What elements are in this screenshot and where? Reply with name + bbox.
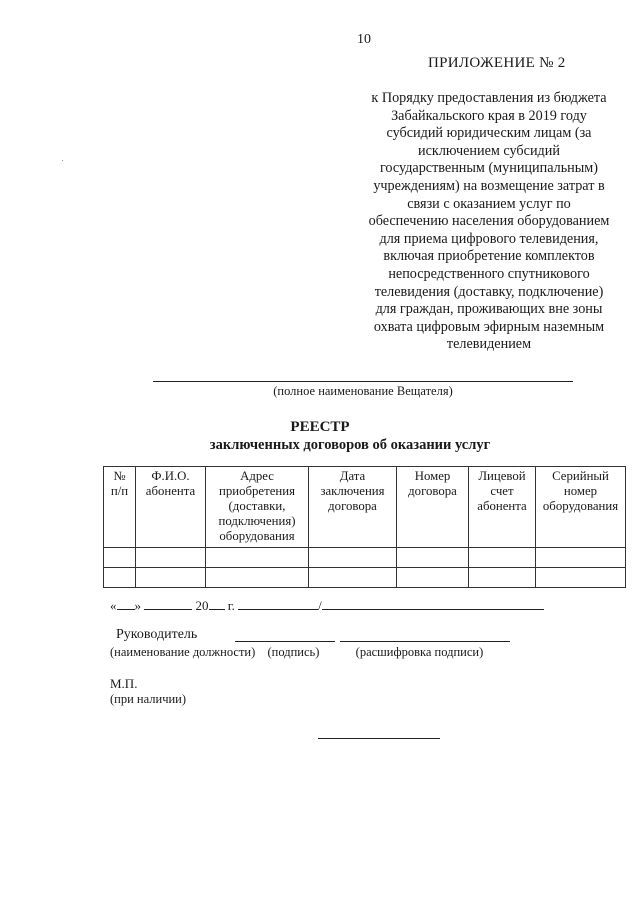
appendix-line: охвата цифровым эфирным наземным [373, 318, 605, 335]
header-cell-purchase-address [206, 467, 309, 548]
header-text: Серийный [552, 469, 609, 483]
month-blank[interactable] [144, 597, 192, 610]
stamp-label: М.П. [110, 676, 138, 691]
registry-title: РЕЕСТР [290, 419, 350, 435]
header-text: оборудования [219, 529, 295, 543]
appendix-line: субсидий юридическим лицам (за [386, 125, 592, 142]
broadcaster-name-line[interactable] [153, 381, 573, 382]
table-cell[interactable] [136, 548, 206, 568]
table-cell[interactable] [536, 568, 626, 588]
header-cell-serial-number [536, 467, 626, 548]
appendix-title: ПРИЛОЖЕНИЕ № 2 [428, 55, 566, 71]
header-text: Адрес [240, 469, 274, 483]
quote-open: « [110, 598, 117, 613]
broadcaster-caption: (полное наименование Вещателя) [273, 384, 453, 398]
header-text: абонента [477, 499, 527, 513]
header-text: договора [408, 484, 457, 498]
header-text: (доставки, [228, 499, 286, 513]
date-signature-line [110, 597, 544, 614]
appendix-line: к Порядку предоставления из бюджета [371, 90, 607, 106]
header-text: приобретения [219, 484, 295, 498]
appendix-line: связи с оказанием услуг по [407, 195, 571, 212]
header-text: Номер [414, 469, 451, 483]
header-cell-number [104, 467, 136, 548]
appendix-line: учреждениям) на возмещение затрат в [373, 177, 605, 194]
header-text: подключения) [218, 514, 296, 528]
header-cell-contract-number [397, 467, 469, 548]
caption-decoding: (расшифровка подписи) [355, 645, 484, 659]
end-line [318, 738, 440, 739]
header-text: оборудования [542, 499, 619, 513]
table-row [104, 548, 626, 568]
header-text: номер [563, 484, 598, 498]
registry-header-row [104, 467, 626, 548]
table-cell[interactable] [397, 568, 469, 588]
table-cell[interactable] [469, 568, 536, 588]
table-cell[interactable] [206, 568, 309, 588]
table-cell[interactable] [536, 548, 626, 568]
table-cell[interactable] [206, 548, 309, 568]
table-cell[interactable] [136, 568, 206, 588]
table-cell[interactable] [104, 548, 136, 568]
header-cell-contract-date [309, 467, 397, 548]
appendix-line: непосредственного спутникового [388, 265, 590, 282]
head-signature-line[interactable] [235, 641, 335, 642]
appendix-line: для приема цифрового телевидения, [379, 230, 599, 247]
table-cell[interactable] [309, 548, 397, 568]
header-text: п/п [110, 484, 129, 498]
name-blank[interactable] [322, 597, 544, 610]
header-cell-subscriber-name [136, 467, 206, 548]
table-cell[interactable] [104, 568, 136, 588]
header-cell-account [469, 467, 536, 548]
year-blank[interactable] [209, 597, 225, 610]
page-number: 10 [357, 32, 371, 47]
header-text: заключения [320, 484, 385, 498]
stamp-caption: (при наличии) [110, 692, 187, 706]
table-cell[interactable] [469, 548, 536, 568]
caption-position: (наименование должности) [110, 645, 256, 659]
header-text: договора [328, 499, 377, 513]
appendix-line: телевидения (доставку, подключение) [374, 283, 604, 300]
appendix-line: Забайкальского края в 2019 году [391, 107, 587, 124]
head-label: Руководитель [116, 627, 198, 642]
appendix-text [352, 90, 626, 354]
appendix-line: включая приобретение комплектов [383, 248, 595, 265]
header-text: Лицевой [478, 469, 526, 483]
appendix-line: для граждан, проживающих вне зоны [375, 301, 603, 318]
header-text: абонента [145, 484, 196, 498]
header-text: № [113, 469, 126, 483]
year-suffix: г. [227, 598, 235, 613]
appendix-line: исключением субсидий [418, 142, 560, 159]
appendix-line: обеспечению населения оборудованием [368, 213, 610, 230]
table-cell[interactable] [397, 548, 469, 568]
quote-close: » [134, 598, 141, 613]
scan-speck [62, 160, 63, 161]
head-caption [110, 645, 483, 660]
day-blank[interactable] [117, 597, 135, 610]
slash: / [318, 598, 322, 613]
table-cell[interactable] [309, 568, 397, 588]
year-prefix: 20 [195, 598, 209, 613]
header-text: Дата [339, 469, 366, 483]
appendix-line: государственным (муниципальным) [379, 160, 599, 177]
signature-blank[interactable] [238, 597, 318, 610]
registry-subtitle: заключенных договоров об оказании услуг [209, 437, 491, 453]
appendix-line: телевидением [446, 336, 532, 353]
table-row [104, 568, 626, 588]
head-decoding-line[interactable] [340, 641, 510, 642]
caption-signature: (подпись) [267, 645, 320, 659]
header-text: счет [490, 484, 514, 498]
registry-table [103, 466, 626, 588]
header-text: Ф.И.О. [151, 469, 190, 483]
